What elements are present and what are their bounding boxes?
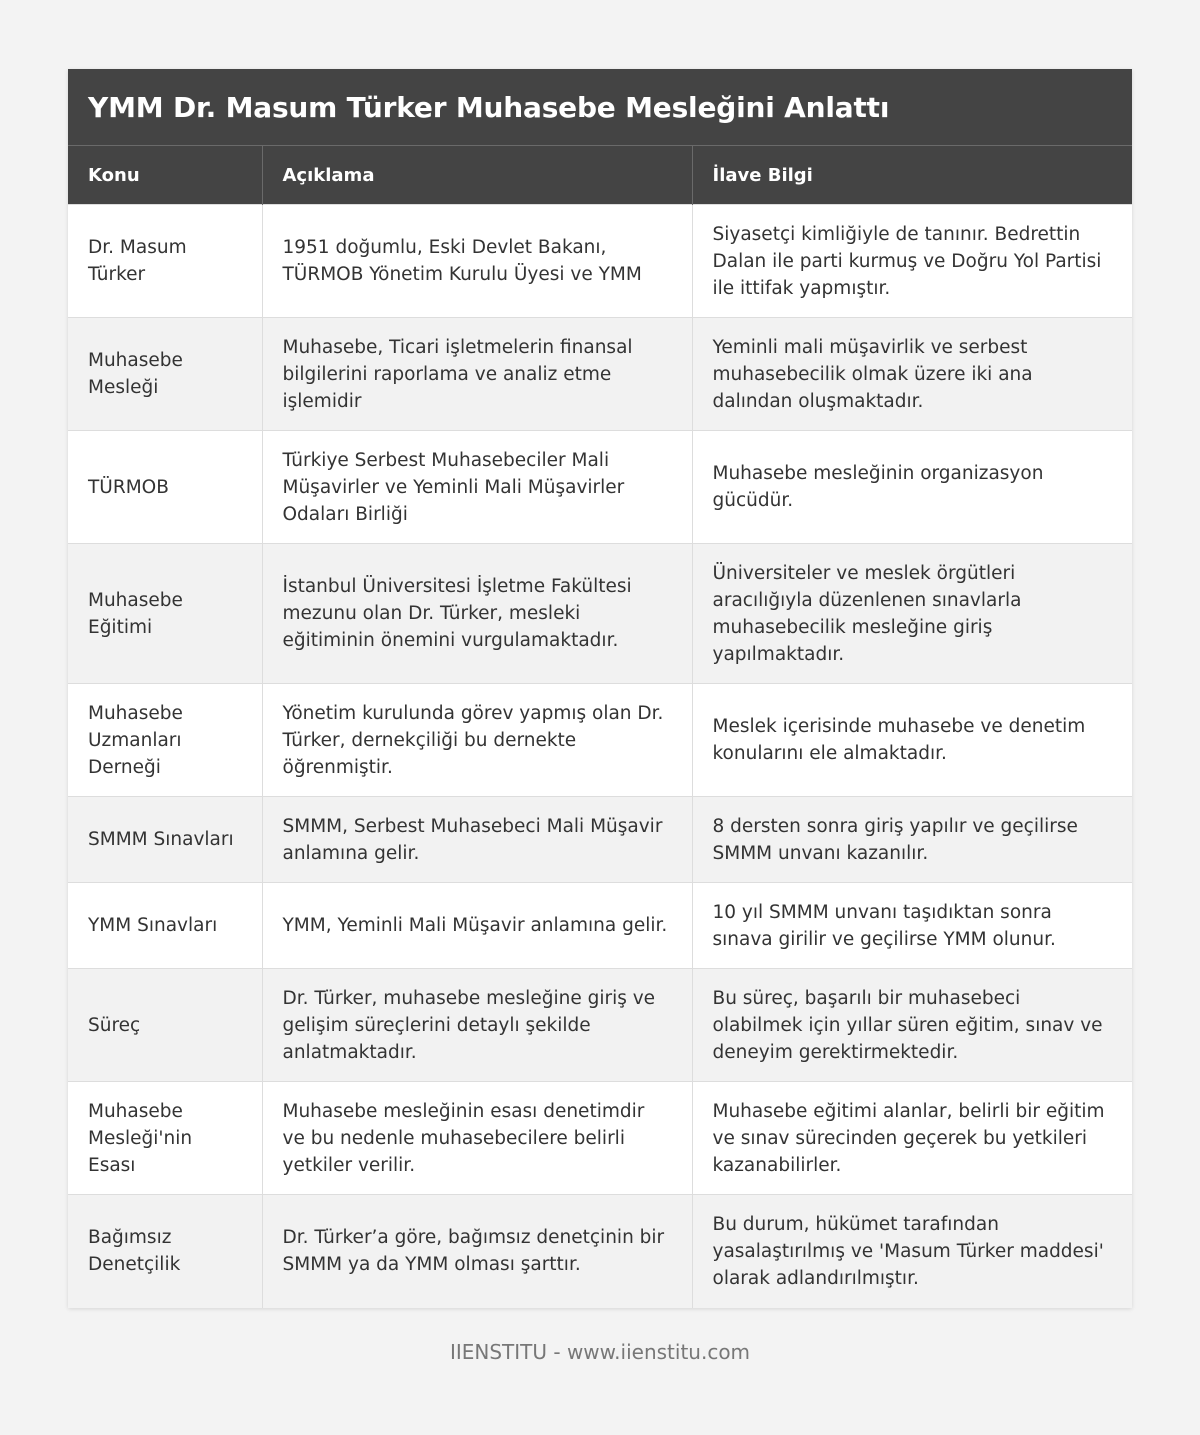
cell-aciklama: İstanbul Üniversitesi İşletme Fakültesi mezunu olan Dr. Türker, mesleki eğitiminin önemini vurgulamaktadır. bbox=[262, 544, 692, 684]
cell-ilave-bilgi: Üniversiteler ve meslek örgütleri aracılığıyla düzenlenen sınavlarla muhasebecilik mesleğine giriş yapılmaktadır. bbox=[692, 544, 1132, 684]
column-header-aciklama: Açıklama bbox=[262, 146, 692, 205]
cell-ilave-bilgi: 10 yıl SMMM unvanı taşıdıktan sonra sınava girilir ve geçilirse YMM olunur. bbox=[692, 883, 1132, 969]
cell-aciklama: 1951 doğumlu, Eski Devlet Bakanı, TÜRMOB Yönetim Kurulu Üyesi ve YMM bbox=[262, 205, 692, 318]
cell-konu: Muhasebe Mesleği bbox=[68, 318, 262, 431]
footer-credit: IIENSTITU - www.iienstitu.com bbox=[449, 1340, 751, 1364]
cell-aciklama: Dr. Türker’a göre, bağımsız denetçinin bir SMMM ya da YMM olması şarttır. bbox=[262, 1195, 692, 1308]
table-row bbox=[68, 205, 1132, 318]
column-header-ilave-bilgi: İlave Bilgi bbox=[692, 146, 1132, 205]
table-row bbox=[68, 318, 1132, 431]
data-table bbox=[68, 145, 1132, 1308]
cell-ilave-bilgi: Muhasebe mesleğinin organizasyon gücüdür. bbox=[692, 431, 1132, 544]
cell-aciklama: SMMM, Serbest Muhasebeci Mali Müşavir anlamına gelir. bbox=[262, 797, 692, 883]
page-title: YMM Dr. Masum Türker Muhasebe Mesleğini Anlattı bbox=[88, 90, 890, 124]
table-row bbox=[68, 1082, 1132, 1195]
cell-aciklama: Muhasebe, Ticari işletmelerin finansal bilgilerini raporlama ve analiz etme işlemidir bbox=[262, 318, 692, 431]
column-header-konu: Konu bbox=[68, 146, 262, 205]
cell-konu: YMM Sınavları bbox=[68, 883, 262, 969]
cell-konu: Dr. Masum Türker bbox=[68, 205, 262, 318]
cell-konu: TÜRMOB bbox=[68, 431, 262, 544]
table-row bbox=[68, 969, 1132, 1082]
table-row bbox=[68, 1195, 1132, 1308]
cell-konu: Muhasebe Eğitimi bbox=[68, 544, 262, 684]
cell-konu: SMMM Sınavları bbox=[68, 797, 262, 883]
cell-aciklama: YMM, Yeminli Mali Müşavir anlamına gelir. bbox=[262, 883, 692, 969]
table-card bbox=[68, 69, 1132, 1308]
cell-ilave-bilgi: Siyasetçi kimliğiyle de tanınır. Bedrettin Dalan ile parti kurmuş ve Doğru Yol Partisi ile ittifak yapmıştır. bbox=[692, 205, 1132, 318]
cell-ilave-bilgi: Bu durum, hükümet tarafından yasalaştırılmış ve 'Masum Türker maddesi' olarak adlandırılmıştır. bbox=[692, 1195, 1132, 1308]
title-bar bbox=[68, 69, 1132, 145]
cell-aciklama: Türkiye Serbest Muhasebeciler Mali Müşavirler ve Yeminli Mali Müşavirler Odaları Birliği bbox=[262, 431, 692, 544]
table-row bbox=[68, 797, 1132, 883]
cell-ilave-bilgi: 8 dersten sonra giriş yapılır ve geçilirse SMMM unvanı kazanılır. bbox=[692, 797, 1132, 883]
cell-aciklama: Dr. Türker, muhasebe mesleğine giriş ve gelişim süreçlerini detaylı şekilde anlatmaktadır. bbox=[262, 969, 692, 1082]
cell-ilave-bilgi: Meslek içerisinde muhasebe ve denetim konularını ele almaktadır. bbox=[692, 684, 1132, 797]
table-row bbox=[68, 544, 1132, 684]
cell-aciklama: Yönetim kurulunda görev yapmış olan Dr. Türker, dernekçiliği bu dernekte öğrenmiştir. bbox=[262, 684, 692, 797]
cell-aciklama: Muhasebe mesleğinin esası denetimdir ve bu nedenle muhasebecilere belirli yetkiler verilir. bbox=[262, 1082, 692, 1195]
table-row bbox=[68, 883, 1132, 969]
cell-konu: Süreç bbox=[68, 969, 262, 1082]
cell-konu: Muhasebe Mesleği'nin Esası bbox=[68, 1082, 262, 1195]
table-row bbox=[68, 431, 1132, 544]
table-row bbox=[68, 684, 1132, 797]
cell-ilave-bilgi: Yeminli mali müşavirlik ve serbest muhasebecilik olmak üzere iki ana dalından oluşmaktadır. bbox=[692, 318, 1132, 431]
cell-konu: Bağımsız Denetçilik bbox=[68, 1195, 262, 1308]
table-header-row bbox=[68, 146, 1132, 205]
cell-ilave-bilgi: Bu süreç, başarılı bir muhasebeci olabilmek için yıllar süren eğitim, sınav ve deneyim gerektirmektedir. bbox=[692, 969, 1132, 1082]
cell-ilave-bilgi: Muhasebe eğitimi alanlar, belirli bir eğitim ve sınav sürecinden geçerek bu yetkileri kazanabilirler. bbox=[692, 1082, 1132, 1195]
cell-konu: Muhasebe Uzmanları Derneği bbox=[68, 684, 262, 797]
